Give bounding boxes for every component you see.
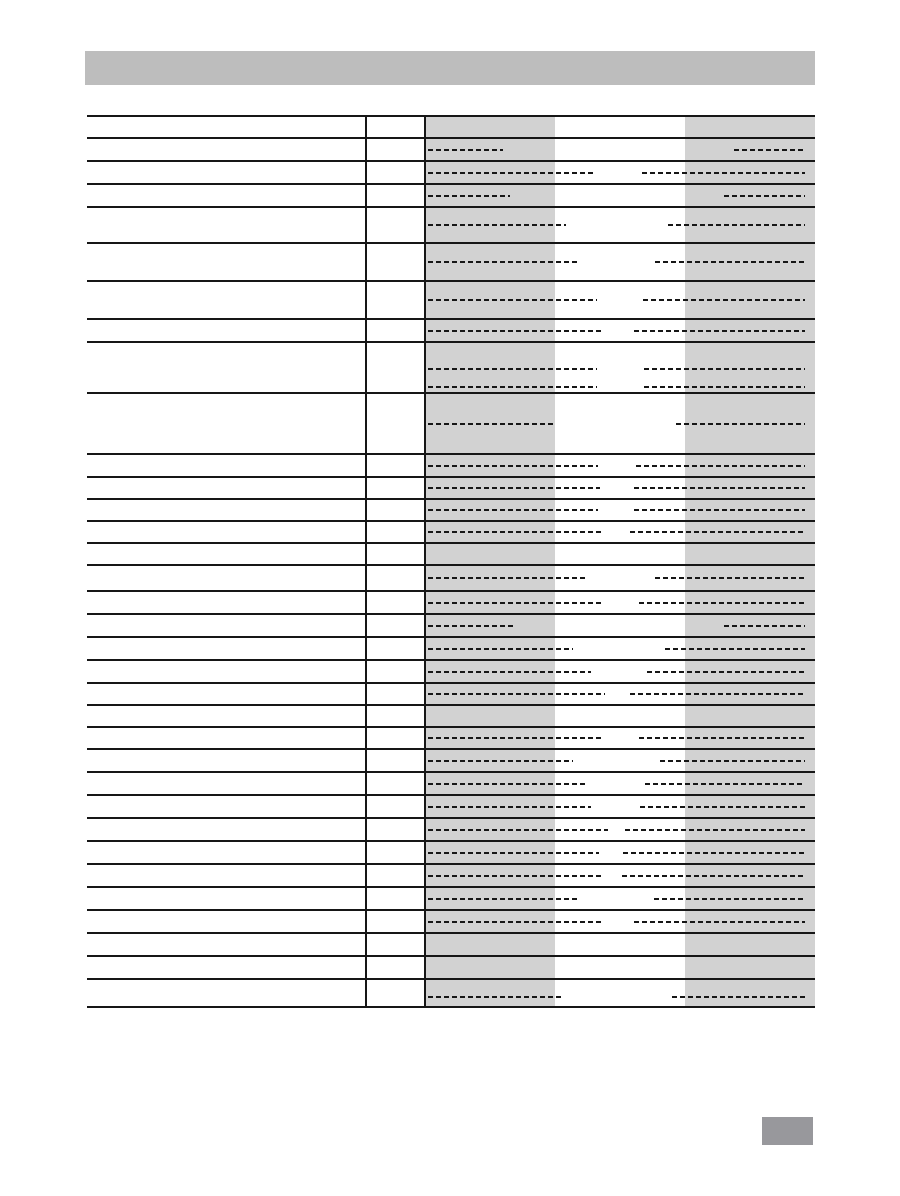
dashed-entry-right — [724, 195, 805, 197]
table-rows — [87, 117, 815, 1008]
dashed-entry-right — [644, 368, 805, 370]
dashed-entry-left — [428, 996, 563, 998]
dashed-entry-right — [724, 625, 805, 627]
dashed-entry-right — [639, 737, 805, 739]
table-row — [87, 117, 815, 139]
dashed-entry-right — [647, 671, 805, 673]
dashed-entry-right — [655, 261, 805, 263]
page-number-box — [762, 1117, 813, 1145]
table-row — [87, 522, 815, 544]
dashed-entry-left — [428, 898, 578, 900]
dashed-entry-left — [428, 693, 605, 695]
table-row — [87, 208, 815, 244]
dashed-entry-left — [428, 921, 603, 923]
dashed-entry-left — [428, 625, 515, 627]
dashed-entry-left — [428, 577, 588, 579]
table-row — [87, 320, 815, 343]
dashed-entry-right — [630, 531, 805, 533]
dashed-entry-left — [428, 875, 601, 877]
column-divider-1 — [365, 117, 367, 1008]
dashed-entry-right — [654, 898, 805, 900]
table-row — [87, 957, 815, 980]
dashed-entry-right — [644, 386, 805, 388]
table-row — [87, 244, 815, 282]
table-row — [87, 455, 815, 478]
dashed-entry-right — [634, 921, 805, 923]
dashed-entry-right — [630, 693, 805, 695]
table-row — [87, 819, 815, 842]
dashed-entry-right — [643, 299, 805, 301]
column-divider-2 — [424, 117, 426, 1008]
table-row — [87, 750, 815, 773]
table-row — [87, 638, 815, 661]
table-row — [87, 162, 815, 185]
table-row — [87, 139, 815, 162]
dashed-entry-left — [428, 149, 503, 151]
dashed-entry-right — [625, 829, 805, 831]
dashed-entry-left — [428, 783, 588, 785]
dashed-entry-left — [428, 423, 556, 425]
dashed-entry-right — [668, 224, 805, 226]
table-row — [87, 888, 815, 911]
table-row — [87, 500, 815, 522]
dashed-entry-left — [428, 299, 597, 301]
dashed-entry-left — [428, 648, 573, 650]
dashed-entry-left — [428, 852, 599, 854]
table-row — [87, 911, 815, 934]
table-row — [87, 706, 815, 728]
table-row — [87, 842, 815, 865]
dashed-entry-right — [639, 602, 805, 604]
dashed-entry-left — [428, 829, 608, 831]
dashed-entry-right — [636, 465, 805, 467]
dashed-entry-right — [645, 783, 805, 785]
table-row — [87, 934, 815, 957]
dashed-entry-right — [634, 487, 805, 489]
table-row — [87, 394, 815, 455]
dashed-entry-left — [428, 602, 603, 604]
dashed-entry-left — [428, 195, 510, 197]
dashed-entry-right — [640, 806, 805, 808]
dashed-entry-right — [623, 852, 805, 854]
table-row — [87, 343, 815, 394]
dashed-entry-left — [428, 671, 591, 673]
table-row — [87, 773, 815, 796]
table-row — [87, 661, 815, 684]
table-row — [87, 282, 815, 320]
title-banner — [85, 51, 815, 85]
dashed-entry-right — [672, 996, 805, 998]
table-row — [87, 185, 815, 208]
dashed-entry-left — [428, 330, 603, 332]
dashed-entry-left — [428, 368, 597, 370]
dashed-entry-left — [428, 465, 598, 467]
dashed-entry-left — [428, 806, 591, 808]
dashed-entry-right — [734, 149, 805, 151]
dashed-entry-right — [665, 648, 805, 650]
table-row — [87, 865, 815, 888]
dashed-entry-left — [428, 386, 597, 388]
dashed-entry-left — [428, 509, 598, 511]
table-row — [87, 728, 815, 750]
dashed-entry-left — [428, 760, 573, 762]
dashed-entry-left — [428, 487, 600, 489]
dashed-entry-left — [428, 531, 603, 533]
dashed-entry-right — [634, 509, 805, 511]
dashed-entry-left — [428, 224, 566, 226]
table-row — [87, 544, 815, 566]
table-row — [87, 592, 815, 615]
table-row — [87, 615, 815, 638]
table-row — [87, 684, 815, 706]
dashed-entry-left — [428, 261, 580, 263]
dashed-entry-right — [642, 172, 805, 174]
table-row — [87, 980, 815, 1008]
dashed-entry-right — [655, 577, 805, 579]
dashed-entry-right — [676, 423, 805, 425]
table-row — [87, 478, 815, 500]
data-table — [87, 115, 815, 1008]
dashed-entry-right — [660, 760, 805, 762]
table-row — [87, 566, 815, 592]
dashed-entry-right — [622, 875, 805, 877]
dashed-entry-left — [428, 172, 595, 174]
dashed-entry-right — [634, 330, 805, 332]
table-row — [87, 796, 815, 819]
dashed-entry-left — [428, 737, 601, 739]
